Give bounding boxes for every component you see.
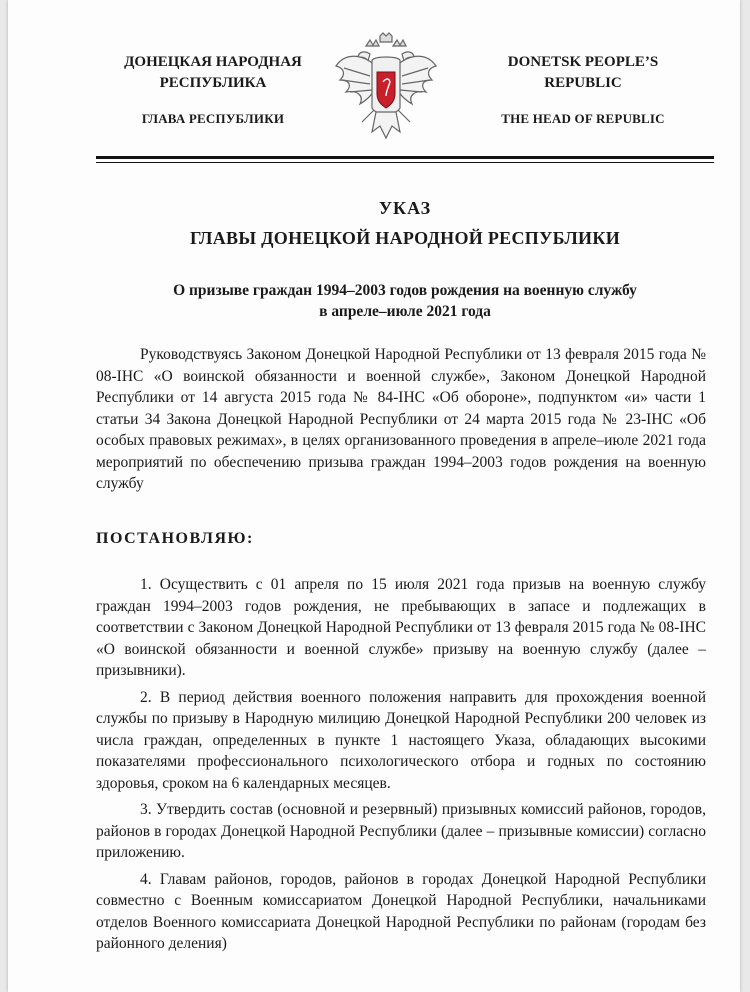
document-type: УКАЗ	[378, 198, 432, 218]
preamble-paragraph: Руководствуясь Законом Донецкой Народной Республики от 13 февраля 2015 года № 08-IНС «О воинской обязанности и военной службе», Законом Донецкой Народной Республики от 14 августа 2015 года № 84-IНС «Об обороне», подпунктом «и» части 1 статьи 34 Закона Донецкой Народной Республики от 24 марта 2015 года № 23-IНС «Об особых правовых режимах», в целях организованного проведения в апреле–июле 2021 года мероприятий по обеспечению призыва граждан 1994–2003 годов рождения на военную службу	[96, 346, 706, 492]
header-left	[108, 52, 318, 129]
decree-items	[96, 574, 706, 960]
header-left-subtitle: ГЛАВА РЕСПУБЛИКИ	[141, 111, 285, 126]
document-issuer: ГЛАВЫ ДОНЕЦКОЙ НАРОДНОЙ РЕСПУБЛИКИ	[189, 228, 621, 248]
header-right	[478, 52, 688, 129]
decree-item-2: 2. В период действия военного положения направить для прохождения военной службы по призыву в Народную милицию Донецкой Народной Республики 200 человек из числа граждан, определенных в пункте 1 настоящего Указа, обладающих высокими показателями профессионального психологического отбора и годных по состоянию здоровья, сроком на 6 календарных месяцев.	[96, 688, 706, 792]
header-right-line2: REPUBLIC	[544, 75, 622, 91]
header-right-line1: DONETSK PEOPLE’S	[507, 54, 659, 70]
header-divider-thick	[96, 156, 714, 159]
document-subject	[96, 280, 714, 322]
decree-item-1: 1. Осуществить с 01 апреля по 15 июля 2021 года призыв на военную службу граждан 1994–2003 годов рождения, не пребывающих в запасе и подлежащих в соответствии с Законом Донецкой Народной Республики от 13 февраля 2015 года № 08-IНС «О воинской обязанности и военной службе» призыву на военную службу (далее – призывники).	[96, 576, 706, 679]
double-headed-eagle-icon	[330, 32, 442, 144]
header-right-subtitle: THE HEAD OF REPUBLIC	[501, 111, 665, 126]
document-page	[8, 0, 740, 992]
decree-item-4: 4. Главам районов, городов, районов в городах Донецкой Народной Республики совместно с Военным комиссариатом Донецкой Народной Республики, начальниками отделов Военного комиссариата Донецкой Народной Республики по районам (городам без районного деления)	[96, 870, 706, 952]
header-left-line1: ДОНЕЦКАЯ НАРОДНАЯ	[124, 54, 302, 70]
decree-item-3: 3. Утвердить состав (основной и резервный) призывных комиссий районов, городов, районов в городах Донецкой Народной Республики (далее – призывные комиссии) согласно приложению.	[96, 801, 706, 861]
header-left-line2: РЕСПУБЛИКА	[159, 75, 267, 91]
subject-line1: О призыве граждан 1994–2003 годов рождения на военную службу	[173, 282, 637, 299]
decree-heading: ПОСТАНОВЛЯЮ:	[96, 530, 254, 547]
subject-line2: в апреле–июле 2021 года	[319, 303, 491, 320]
header-divider-thin	[96, 162, 714, 163]
